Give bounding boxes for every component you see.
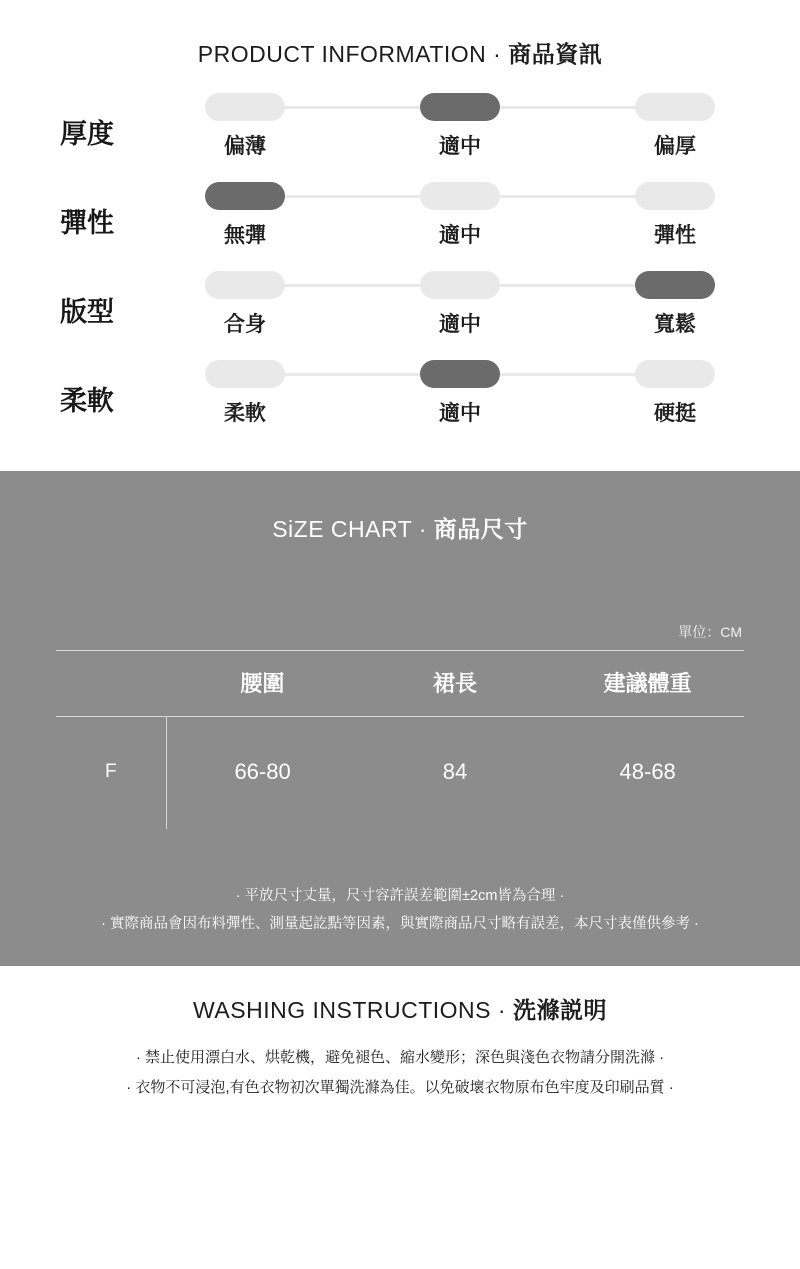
size-unit-label: 單位：CM xyxy=(678,624,742,640)
scale-option-label: 適中 xyxy=(439,135,481,158)
scale-option[interactable] xyxy=(610,93,740,160)
scale-option[interactable] xyxy=(180,93,310,160)
cell-length: 84 xyxy=(442,759,468,784)
scale-option[interactable] xyxy=(610,360,740,427)
scale-pill-inactive xyxy=(205,93,285,121)
title-separator: · xyxy=(497,997,507,1024)
scale-option-label: 偏薄 xyxy=(224,135,266,158)
scale-option-label: 適中 xyxy=(439,224,481,247)
scale-pill-inactive xyxy=(205,360,285,388)
scale-pill-active xyxy=(205,182,285,210)
size-note-line: · 平放尺寸丈量，尺寸容許誤差範圍±2cm皆為合理 · xyxy=(235,888,565,904)
column-header-size xyxy=(56,651,166,717)
size-chart-title-en: SiZE CHART xyxy=(272,516,412,542)
scale-pill-active xyxy=(635,271,715,299)
scale-option-label: 硬挺 xyxy=(654,402,696,425)
scale-option-label: 合身 xyxy=(224,313,266,336)
scale-option-label: 彈性 xyxy=(654,224,696,247)
scale-pill-active xyxy=(420,360,500,388)
attribute-label: 彈性 xyxy=(60,208,114,238)
scale-pill-inactive xyxy=(635,182,715,210)
attribute-label: 厚度 xyxy=(60,119,114,149)
scale-option-label: 偏厚 xyxy=(654,135,696,158)
size-note-line: · 實際商品會因布料彈性、測量起訖點等因素，與實際商品尺寸略有誤差，本尺寸表僅供參考 · xyxy=(101,915,699,932)
washing-note-line: · 禁止使用漂白水、烘乾機，避免褪色、縮水變形；深色與淺色衣物請分開洗滌 · xyxy=(135,1049,665,1067)
product-information-section xyxy=(0,0,800,471)
size-chart-section xyxy=(0,471,800,966)
scale-pill-inactive xyxy=(420,182,500,210)
scale-pill-inactive xyxy=(635,93,715,121)
scale-option[interactable] xyxy=(395,360,525,427)
size-table xyxy=(56,650,744,829)
table-row xyxy=(56,717,744,830)
scale-option[interactable] xyxy=(610,182,740,249)
attribute-row xyxy=(0,93,800,160)
table-header-row xyxy=(56,651,744,717)
scale-pill-inactive xyxy=(205,271,285,299)
cell-weight: 48-68 xyxy=(619,759,676,784)
scale-option-label: 適中 xyxy=(439,402,481,425)
scale-option[interactable] xyxy=(395,182,525,249)
column-header-waist: 腰圍 xyxy=(166,651,359,717)
washing-title xyxy=(0,992,800,1025)
scale-pill-active xyxy=(420,93,500,121)
scale-option-label: 寬鬆 xyxy=(654,313,696,336)
cell-waist: 66-80 xyxy=(166,717,359,830)
cell-size: F xyxy=(104,761,117,782)
product-information-title xyxy=(0,36,800,69)
size-table-head xyxy=(56,651,744,717)
size-notes xyxy=(0,883,800,938)
scale-option[interactable] xyxy=(180,271,310,338)
attribute-scale xyxy=(180,360,740,427)
size-chart-title-cn: 商品尺寸 xyxy=(433,516,528,542)
washing-notes xyxy=(0,1043,800,1103)
product-information-title-en: PRODUCT INFORMATION xyxy=(197,41,487,67)
title-separator: · xyxy=(418,516,427,542)
scale-option-label: 適中 xyxy=(439,313,481,336)
scale-option-label: 無彈 xyxy=(224,224,266,247)
size-table-body xyxy=(56,717,744,830)
column-header-weight: 建議體重 xyxy=(551,651,744,717)
scale-option-label: 柔軟 xyxy=(224,402,266,425)
title-separator: · xyxy=(493,41,502,67)
washing-title-cn: 洗滌説明 xyxy=(512,997,607,1024)
column-header-length: 裙長 xyxy=(359,651,552,717)
attribute-row xyxy=(0,271,800,338)
scale-option[interactable] xyxy=(180,360,310,427)
attribute-scale xyxy=(180,93,740,160)
scale-option[interactable] xyxy=(395,93,525,160)
washing-note-line: · 衣物不可浸泡,有色衣物初次單獨洗滌為佳。以免破壞衣物原布色牢度及印刷品質 · xyxy=(126,1079,674,1097)
scale-option[interactable] xyxy=(180,182,310,249)
attribute-scale xyxy=(180,271,740,338)
scale-options xyxy=(180,182,740,249)
scale-options xyxy=(180,93,740,160)
attribute-row xyxy=(0,182,800,249)
size-chart-title xyxy=(0,511,800,544)
scale-option[interactable] xyxy=(610,271,740,338)
washing-title-en: WASHING INSTRUCTIONS xyxy=(193,997,491,1024)
scale-options xyxy=(180,360,740,427)
scale-options xyxy=(180,271,740,338)
attribute-scale xyxy=(180,182,740,249)
product-information-title-cn: 商品資訊 xyxy=(508,41,603,67)
attribute-label: 柔軟 xyxy=(60,386,114,416)
attribute-row xyxy=(0,360,800,427)
scale-pill-inactive xyxy=(420,271,500,299)
scale-pill-inactive xyxy=(635,360,715,388)
washing-instructions-section xyxy=(0,966,800,1123)
scale-option[interactable] xyxy=(395,271,525,338)
attribute-label: 版型 xyxy=(60,297,114,327)
